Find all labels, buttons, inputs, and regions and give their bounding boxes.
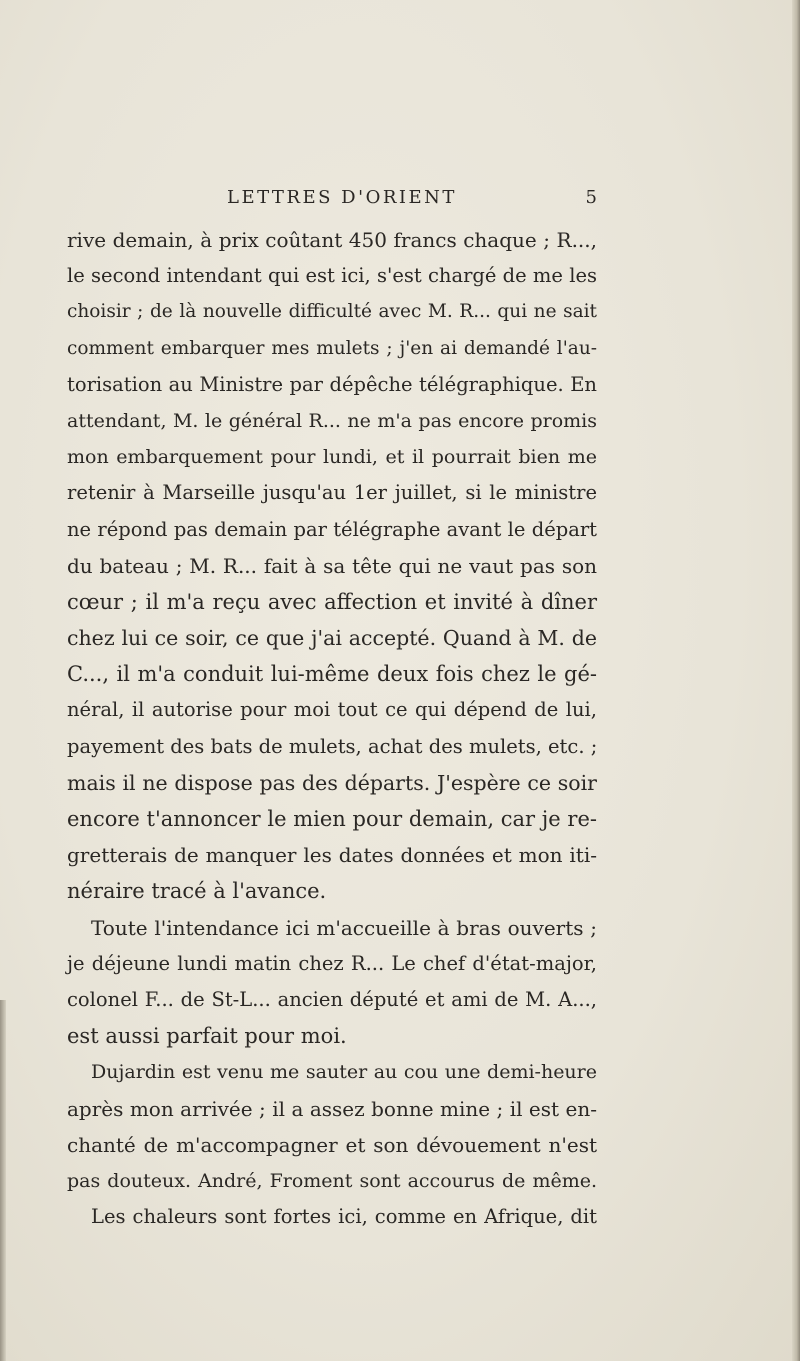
text-line: torisation au Ministre par dépêche télégraphique. En xyxy=(67,372,597,396)
page-edge-shadow xyxy=(792,0,800,1361)
text-line: néral, il autorise pour moi tout ce qui dépend de lui, xyxy=(67,698,597,722)
body-text xyxy=(67,222,597,1235)
text-line: chanté de m'accompagner et son dévouement n'est xyxy=(67,1132,597,1157)
text-line: pas douteux. André, Froment sont accourus de même. xyxy=(67,1169,597,1192)
page-gutter-shadow xyxy=(0,1000,6,1361)
text-line: est aussi parfait pour moi. xyxy=(67,1024,347,1049)
text-line: gretterais de manquer les dates données et mon iti- xyxy=(67,843,597,868)
text-line: C..., il m'a conduit lui-même deux fois chez le gé- xyxy=(67,662,597,687)
text-line: je déjeune lundi matin chez R... Le chef d'état-major, xyxy=(67,951,597,975)
text-line: colonel F... de St-L... ancien député et ami de M. A..., xyxy=(67,987,597,1011)
text-line: rive demain, à prix coûtant 450 francs chaque ; R..., xyxy=(67,228,597,252)
text-line: retenir à Marseille jusqu'au 1er juillet, si le ministre xyxy=(67,481,597,505)
text-line: ne répond pas demain par télégraphe avant le départ xyxy=(67,517,597,541)
text-line: après mon arrivée ; il a assez bonne mine ; il est en- xyxy=(67,1096,597,1121)
running-title: LETTRES D'ORIENT xyxy=(227,187,457,208)
page-number: 5 xyxy=(585,187,597,208)
text-line: mais il ne dispose pas des départs. J'espère ce soir xyxy=(67,770,597,795)
text-line: payement des bats de mulets, achat des mulets, etc. ; xyxy=(67,734,598,758)
text-line: néraire tracé à l'avance. xyxy=(67,879,327,904)
text-line: chez lui ce soir, ce que j'ai accepté. Quand à M. de xyxy=(67,626,597,651)
text-line: Les chaleurs sont fortes ici, comme en Afrique, dit xyxy=(91,1205,597,1229)
text-line: le second intendant qui est ici, s'est chargé de me les xyxy=(67,264,597,288)
text-line: encore t'annoncer le mien pour demain, car je re- xyxy=(67,807,597,831)
text-line: Dujardin est venu me sauter au cou une demi-heure xyxy=(91,1061,597,1084)
text-line: cœur ; il m'a reçu avec affection et invité à dîner xyxy=(67,589,597,614)
text-line: mon embarquement pour lundi, et il pourrait bien me xyxy=(67,446,597,469)
page-header xyxy=(67,186,597,210)
text-line: comment embarquer mes mulets ; j'en ai demandé l'au- xyxy=(67,337,597,359)
text-line: attendant, M. le général R... ne m'a pas encore promis xyxy=(67,409,597,432)
text-line: du bateau ; M. R... fait à sa tête qui ne vaut pas son xyxy=(67,553,597,578)
text-line: choisir ; de là nouvelle difficulté avec M. R... qui ne sait xyxy=(67,301,597,323)
text-line: Toute l'intendance ici m'accueille à bras ouverts ; xyxy=(91,915,597,940)
